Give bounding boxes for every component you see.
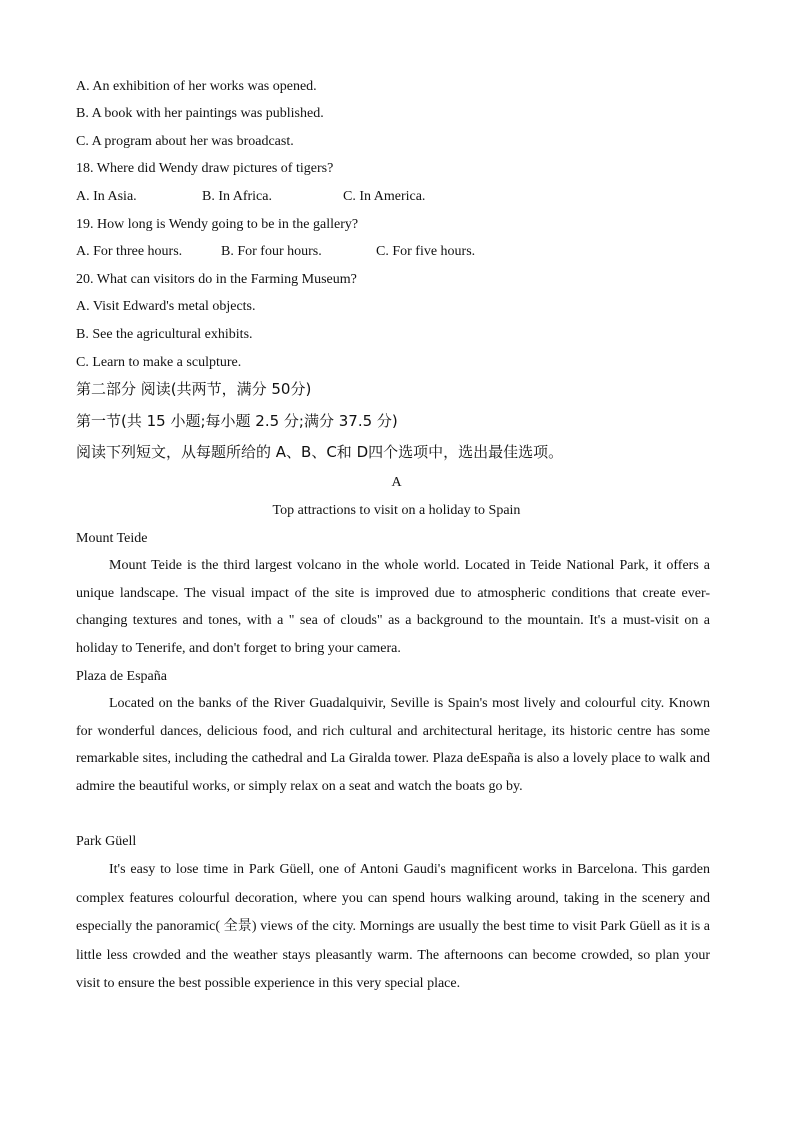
section-body-plaza-de-espana: Located on the banks of the River Guadalquivir, Seville is Spain's most lively and colourful city. Known for wonderful dances, delicious food, and rich cultural and architectural heritage, its historic centre has some remarkable sites, including the cathedral and La Giralda tower. Plaza deEspaña is also a lovely place to walk and admire the beautiful works, or simply relax on a seat and watch the boats go by. [76,696,710,795]
passage-letter: A [391,475,402,490]
passage-title: Top attractions to visit on a holiday to Spain [272,503,521,518]
section-body-park-guell: It's easy to lose time in Park Güell, one of Antoni Gaudi's magnificent works in Barcelona. This garden complex features colourful decoration, where you can spend hours walking around, taking in the scenery and especially the panoramic( 全景) views of the city. Mornings are usually the best time to visit Park Güell as it is a little less crowded and the weather stays pleasantly warm. The afternoons can become crowded, so plan your visit to ensure the best possible experience in this very special place. [76,862,710,992]
q19-option-b: B. For four hours. [221,244,322,259]
section-heading-plaza-de-espana: Plaza de España [76,669,167,684]
section-heading-mount-teide: Mount Teide [76,531,148,546]
q19-question: 19. How long is Wendy going to be in the gallery? [76,217,359,232]
q19-option-c: C. For five hours. [376,244,476,259]
q17-option-b: B. A book with her paintings was published. [76,106,324,121]
section-heading-park-guell: Park Güell [76,834,137,849]
q17-option-c: C. A program about her was broadcast. [76,134,294,149]
q18-options [76,188,425,206]
q20-option-c: C. Learn to make a sculpture. [76,355,242,370]
q18-option-b: B. In Africa. [202,189,272,204]
q19-options [76,243,475,261]
part2-heading: 第二部分 阅读(共两节，满分 50分) [76,380,312,398]
section1-heading: 第一节(共 15 小题;每小题 2.5 分;满分 37.5 分) [76,412,398,430]
q20-question: 20. What can visitors do in the Farming Museum? [76,272,357,287]
q20-option-a: A. Visit Edward's metal objects. [76,299,256,314]
q18-question: 18. Where did Wendy draw pictures of tigers? [76,161,334,176]
q20-option-b: B. See the agricultural exhibits. [76,327,253,342]
section-body-mount-teide: Mount Teide is the third largest volcano in the whole world. Located in Teide National Park, it offers a unique landscape. The visual impact of the site is improved due to atmospheric conditions that create ever-changing textures and tones, with a " sea of clouds" as a background to the mountain. It's a must-visit on a holiday to Tenerife, and don't forget to bring your camera. [76,558,710,657]
q18-option-a: A. In Asia. [76,189,137,204]
reading-instructions: 阅读下列短文，从每题所给的 A、B、C和 D四个选项中，选出最佳选项。 [76,443,564,461]
q18-option-c: C. In America. [343,189,426,204]
q19-option-a: A. For three hours. [76,244,183,259]
q17-option-a: A. An exhibition of her works was opened. [76,79,317,94]
